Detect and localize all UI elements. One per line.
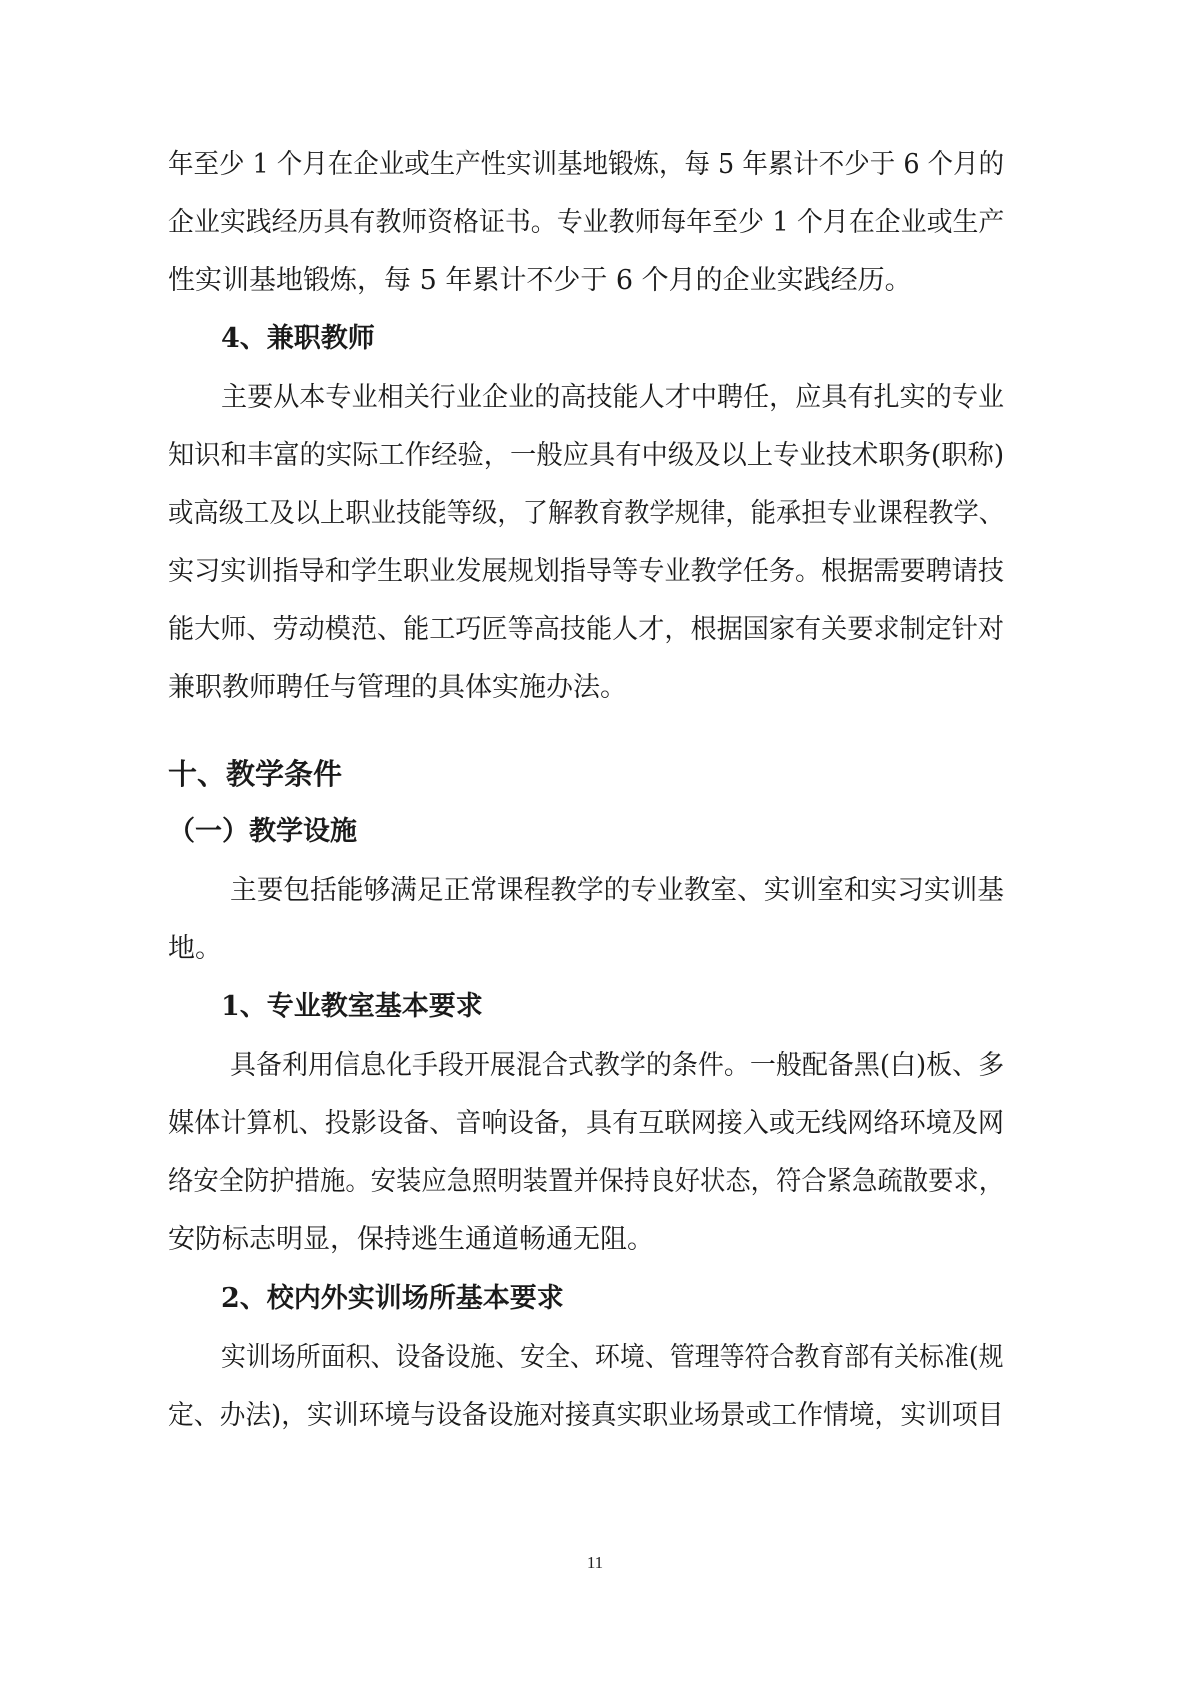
paragraph-line: 年至少 1 个月在企业或生产性实训基地锻炼，每 5 年累计不少于 6 个月的	[168, 149, 1005, 180]
paragraph-line: 或高级工及以上职业技能等级，了解教育教学规律，能承担专业课程教学、	[168, 498, 1005, 529]
paragraph-line: 络安全防护措施。安装应急照明装置并保持良好状态，符合紧急疏散要求，	[168, 1166, 1005, 1197]
paragraph-line: 企业实践经历具有教师资格证书。专业教师每年至少 1 个月在企业或生产	[168, 207, 1005, 238]
heading-training-site-requirements: 2、校内外实训场所基本要求	[221, 1283, 564, 1314]
paragraph-line: 主要从本专业相关行业企业的高技能人才中聘任，应具有扎实的专业	[221, 382, 1005, 413]
heading-subsection-teaching-facilities: （一）教学设施	[168, 816, 357, 847]
paragraph-line: 安防标志明显，保持逃生通道畅通无阻。	[168, 1224, 654, 1255]
paragraph-line: 性实训基地锻炼，每 5 年累计不少于 6 个月的企业实践经历。	[168, 265, 912, 296]
heading-classroom-requirements: 1、专业教室基本要求	[221, 991, 483, 1022]
paragraph-line: 主要包括能够满足正常课程教学的专业教室、实训室和实习实训基	[230, 875, 1004, 906]
paragraph-line: 实训场所面积、设备设施、安全、环境、管理等符合教育部有关标准(规	[221, 1342, 1004, 1373]
paragraph-line: 媒体计算机、投影设备、音响设备，具有互联网接入或无线网络环境及网	[168, 1108, 1005, 1139]
paragraph-line: 地。	[168, 933, 222, 964]
paragraph-line: 实习实训指导和学生职业发展规划指导等专业教学任务。根据需要聘请技	[168, 556, 1005, 587]
paragraph-line: 兼职教师聘任与管理的具体实施办法。	[168, 672, 627, 703]
paragraph-line: 具备利用信息化手段开展混合式教学的条件。一般配备黑(白)板、多	[230, 1050, 1005, 1081]
heading-part-time-teachers: 4、兼职教师	[221, 323, 375, 354]
paragraph-line: 定、办法)，实训环境与设备设施对接真实职业场景或工作情境，实训项目	[168, 1400, 1004, 1431]
paragraph-line: 知识和丰富的实际工作经验，一般应具有中级及以上专业技术职务(职称)	[168, 440, 1005, 471]
page-number: 11	[586, 1553, 604, 1572]
paragraph-line: 能大师、劳动模范、能工巧匠等高技能人才，根据国家有关要求制定针对	[168, 614, 1005, 645]
heading-section-teaching-conditions: 十、教学条件	[168, 757, 343, 791]
